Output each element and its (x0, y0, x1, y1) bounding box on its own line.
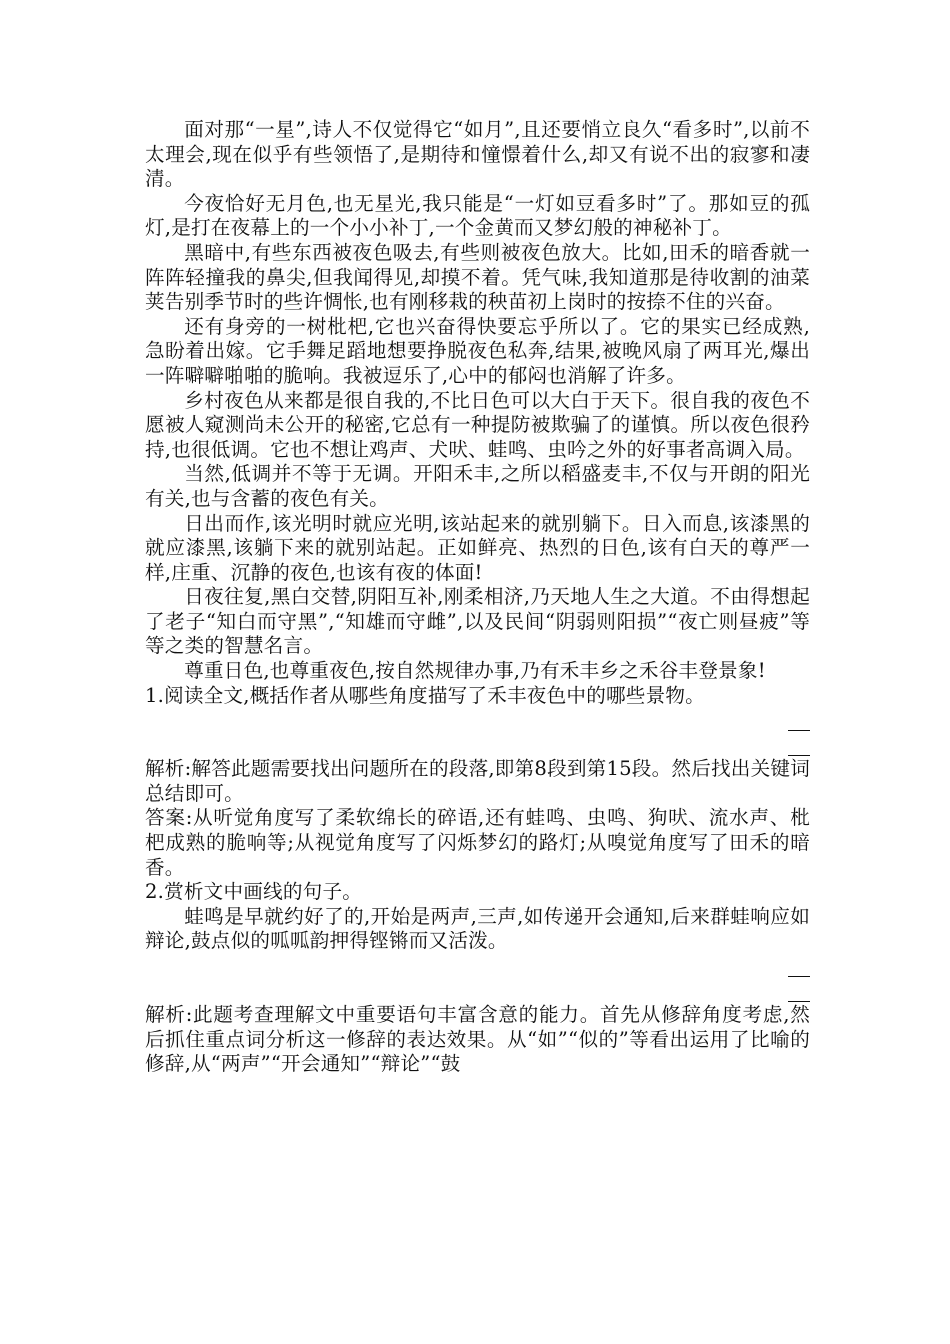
question-2-quote: 蛙鸣是早就约好了的,开始是两声,三声,如传递开会通知,后来群蛙响应如辩论,鼓点似的呱呱韵押得铿锵而又活泼。 (145, 904, 810, 953)
passage-paragraph-9: 尊重日色,也尊重夜色,按自然规律办事,乃有禾丰乡之禾谷丰登景象! (184, 659, 766, 683)
passage-paragraph-5: 乡村夜色从来都是很自我的,不比日色可以大白于天下。很自我的夜色不愿被人窥测尚未公开的秘密,它总有一种提防被欺骗了的谨慎。所以夜色很矜持,也很低调。它也不想让鸡声、犬吠、蛙鸣、虫吟之外的好事者高调入局。 (145, 388, 810, 461)
answer-line (788, 976, 810, 977)
document-page (145, 118, 810, 1077)
passage-paragraph-7: 日出而作,该光明时就应光明,该站起来的就别躺下。日入而息,该漆黑的就应漆黑,该躺下来的就别站起。正如鲜亮、热烈的日色,该有白天的尊严一样,庄重、沉静的夜色,也该有夜的体面! (145, 511, 810, 584)
passage-paragraph-6: 当然,低调并不等于无调。开阳禾丰,之所以稻盛麦丰,不仅与开朗的阳光有关,也与含蓄的夜色有关。 (145, 462, 810, 510)
answer-blank-1[interactable] (145, 708, 810, 757)
passage-paragraph-2: 今夜恰好无月色,也无星光,我只能是“一灯如豆看多时”了。那如豆的孤灯,是打在夜幕上的一个小小补丁,一个金黄而又梦幻般的神秘补丁。 (145, 191, 810, 240)
passage-paragraph-4: 还有身旁的一树枇杷,它也兴奋得快要忘乎所以了。它的果实已经成熟,急盼着出嫁。它手舞足蹈地想要挣脱夜色私奔,结果,被晚风扇了两耳光,爆出一阵噼噼啪啪的脆响。我被逗乐了,心中的郁闷也消解了许多。 (145, 314, 810, 387)
question-1-analysis: 解析:解答此题需要找出问题所在的段落,即第8段到第15段。然后找出关键词总结即可。 (145, 757, 810, 805)
answer-blank-2[interactable] (145, 954, 810, 1003)
passage-paragraph-1: 面对那“一星”,诗人不仅觉得它“如月”,且还要悄立良久“看多时”,以前不太理会,现在似乎有些领悟了,是期待和憧憬着什么,却又有说不出的寂寥和凄清。 (145, 118, 810, 191)
answer-line (788, 1001, 810, 1002)
question-1-answer: 答案:从听觉角度写了柔软绵长的碎语,还有蛙鸣、虫鸣、狗吠、流水声、枇杷成熟的脆响等;从视觉角度写了闪烁梦幻的路灯;从嗅觉角度写了田禾的暗香。 (145, 806, 810, 879)
question-1: 1.阅读全文,概括作者从哪些角度描写了禾丰夜色中的哪些景物。 (145, 683, 705, 707)
passage-paragraph-3: 黑暗中,有些东西被夜色吸去,有些则被夜色放大。比如,田禾的暗香就一阵阵轻撞我的鼻尖,但我闻得见,却摸不着。凭气味,我知道那是待收割的油菜荚告别季节时的些许惆怅,也有刚移栽的秧苗初上岗时的按捺不住的兴奋。 (145, 240, 810, 314)
answer-line (788, 730, 810, 731)
passage-paragraph-8: 日夜往复,黑白交替,阴阳互补,刚柔相济,乃天地人生之大道。不由得想起了老子“知白而守黑”,“知雄而守雌”,以及民间“阴弱则阳损”“夜亡则昼疲”等等之类的智慧名言。 (145, 585, 810, 658)
question-2: 2.赏析文中画线的句子。 (145, 880, 363, 904)
answer-line (788, 755, 810, 756)
question-2-analysis: 解析:此题考查理解文中重要语句丰富含意的能力。首先从修辞角度考虑,然后抓住重点词分析这一修辞的表达效果。从“如”“似的”等看出运用了比喻的修辞,从“两声”“开会通知”“辩论”“鼓 (145, 1003, 810, 1076)
